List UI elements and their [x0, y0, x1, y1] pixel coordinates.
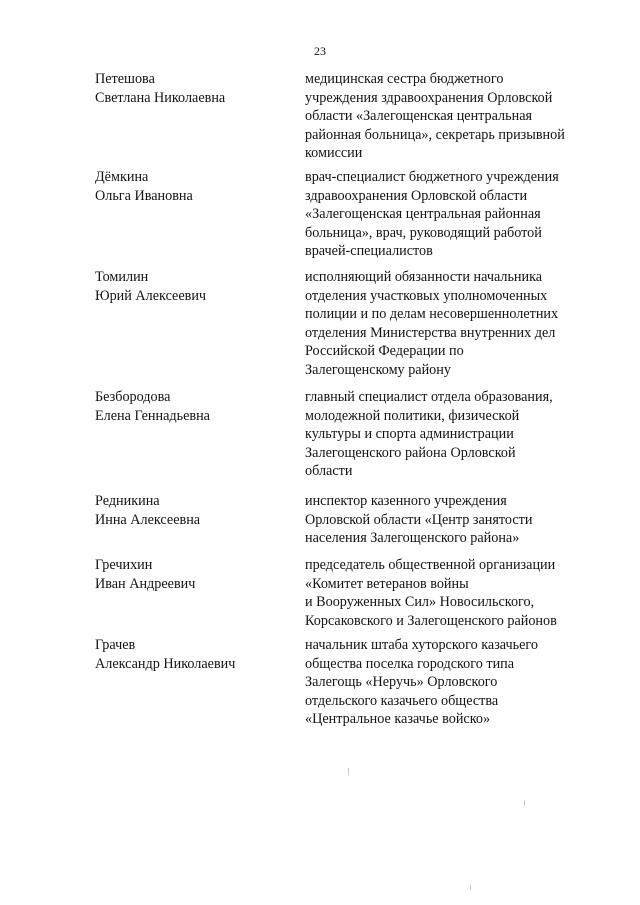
member-surname: Безбородова	[95, 389, 171, 405]
member-position	[305, 268, 580, 379]
position-line: «Залегощенская центральная районная	[305, 206, 541, 222]
position-line: главный специалист отдела образования,	[305, 389, 553, 405]
member-surname: Гречихин	[95, 557, 153, 573]
position-line: начальник штаба хуторского казачьего	[305, 637, 538, 653]
member-given-names: Ольга Ивановна	[95, 187, 193, 204]
position-line: учреждения здравоохранения Орловской	[305, 89, 553, 106]
member-given-names: Юрий Алексеевич	[95, 287, 207, 304]
page-number: 23	[314, 44, 326, 58]
position-line: отделения участковых уполномоченных	[305, 287, 548, 304]
position-line: полиции и по делам несовершеннолетних	[305, 306, 559, 322]
member-given-names: Иван Андреевич	[95, 575, 196, 592]
member-name	[95, 556, 295, 593]
member-position	[305, 636, 580, 729]
position-line: Залегощь «Неручь» Орловского	[305, 674, 498, 690]
member-position	[305, 168, 580, 261]
position-line: врачей-специалистов	[305, 243, 433, 259]
member-given-names: Елена Геннадьевна	[95, 407, 210, 424]
member-position	[305, 492, 580, 548]
member-given-names: Инна Алексеевна	[95, 511, 201, 528]
position-line: отделения Министерства внутренних дел	[305, 324, 556, 341]
position-line: Орловской области «Центр занятости	[305, 511, 533, 528]
member-name	[95, 168, 295, 205]
member-surname: Петешова	[95, 71, 155, 87]
position-line: населения Залегощенского района»	[305, 530, 520, 546]
position-line: председатель общественной организации	[305, 557, 556, 573]
position-line: инспектор казенного учреждения	[305, 493, 507, 509]
position-line: Залегощенского района Орловской	[305, 444, 516, 461]
member-given-names: Александр Николаевич	[95, 655, 236, 672]
member-name	[95, 70, 295, 107]
member-name	[95, 492, 295, 529]
position-line: врач-специалист бюджетного учреждения	[305, 169, 559, 185]
member-position	[305, 556, 580, 630]
position-line: Корсаковского и Залегощенского районов	[305, 612, 557, 629]
member-surname: Томилин	[95, 269, 149, 285]
member-given-names: Светлана Николаевна	[95, 89, 226, 106]
position-line: «Комитет ветеранов войны	[305, 575, 469, 592]
member-position	[305, 388, 580, 481]
position-line: комиссии	[305, 145, 363, 161]
position-line: отдельского казачьего общества	[305, 692, 499, 709]
member-surname: Редникина	[95, 493, 160, 509]
position-line: исполняющий обязанности начальника	[305, 269, 543, 285]
position-line: и Вооруженных Сил» Новосильского,	[305, 594, 535, 610]
position-line: культуры и спорта администрации	[305, 426, 514, 442]
member-name	[95, 636, 295, 673]
member-name	[95, 268, 295, 305]
scan-speck	[470, 885, 471, 890]
position-line: больница», врач, руководящий работой	[305, 224, 542, 241]
position-line: Российской Федерации по	[305, 343, 464, 359]
position-line: Залегощенскому району	[305, 361, 451, 378]
member-position	[305, 70, 580, 163]
position-line: области	[305, 463, 353, 479]
position-line: области «Залегощенская центральная	[305, 108, 533, 124]
position-line: «Центральное казачье войско»	[305, 711, 491, 727]
member-surname: Грачев	[95, 637, 136, 653]
position-line: медицинская сестра бюджетного	[305, 71, 504, 87]
member-surname: Дёмкина	[95, 169, 149, 185]
position-line: молодежной политики, физической	[305, 407, 520, 424]
position-line: районная больница», секретарь призывной	[305, 126, 565, 143]
member-name	[95, 388, 295, 425]
scan-speck	[524, 800, 525, 806]
position-line: общества поселка городского типа	[305, 655, 515, 672]
position-line: здравоохранения Орловской области	[305, 187, 528, 204]
scan-speck	[348, 768, 349, 775]
